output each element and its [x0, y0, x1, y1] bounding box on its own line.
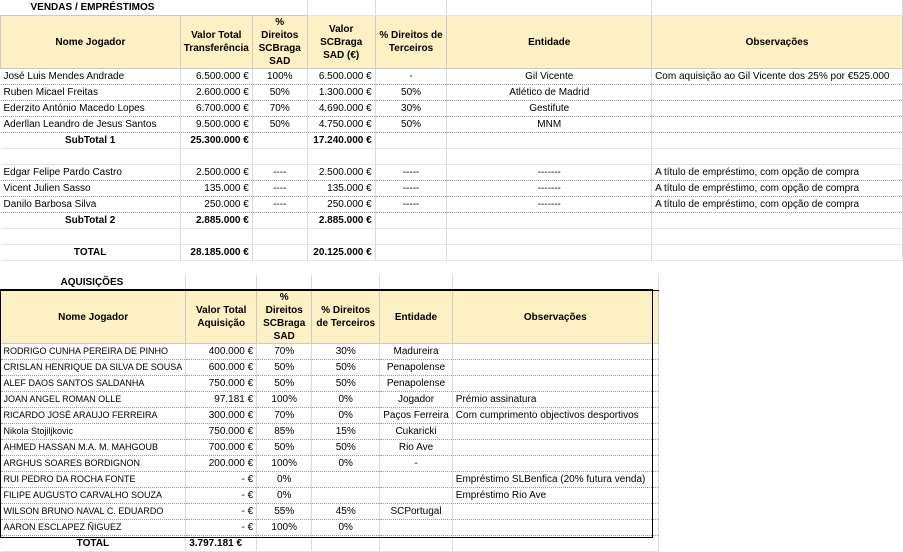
column-header: Entidade: [447, 16, 652, 69]
subtotal-1-row: [1, 133, 903, 149]
table-cell: ----: [252, 197, 307, 213]
table-cell: 2.500.000 €: [307, 165, 375, 181]
column-header: Nome Jogador: [1, 16, 181, 69]
table-row: [1, 440, 659, 456]
column-header: % Direitos SCBraga SAD: [257, 291, 312, 344]
table-row: [1, 504, 659, 520]
table-cell: 0%: [312, 456, 380, 472]
table-cell: CRISLAN HENRIQUE DA SILVA DE SOUSA: [1, 360, 186, 376]
acquisitions-section-title: AQUISIÇÕES: [1, 275, 186, 291]
table-cell: 15%: [312, 424, 380, 440]
table-cell: 2.600.000 €: [180, 85, 252, 101]
sales-table: [0, 0, 903, 261]
sales-group-1: [1, 69, 903, 133]
table-cell: Edgar Felipe Pardo Castro: [1, 165, 181, 181]
table-cell: Madureira: [380, 344, 453, 360]
table-row: [1, 117, 903, 133]
subtotal-1-total: 25.300.000 €: [180, 133, 252, 149]
table-row: [1, 424, 659, 440]
table-cell: [452, 440, 658, 456]
table-cell: Empréstimo SLBenfica (20% futura venda): [452, 472, 658, 488]
table-row: [1, 456, 659, 472]
table-cell: Ruben Micael Freitas: [1, 85, 181, 101]
table-cell: Nikola Stojiljkovic: [1, 424, 186, 440]
subtotal-1-label: SubTotal 1: [1, 133, 181, 149]
table-cell: A título de empréstimo, com opção de compra: [652, 197, 903, 213]
table-cell: 50%: [252, 117, 307, 133]
table-cell: -----: [375, 181, 447, 197]
table-cell: A título de empréstimo, com opção de compra: [652, 165, 903, 181]
table-cell: Gestifute: [447, 101, 652, 117]
table-cell: [652, 101, 903, 117]
column-header: % Direitos SCBraga SAD: [252, 16, 307, 69]
table-cell: Cukaricki: [380, 424, 453, 440]
table-cell: [452, 376, 658, 392]
table-cell: Aderllan Leandro de Jesus Santos: [1, 117, 181, 133]
table-cell: 0%: [312, 520, 380, 536]
sales-total-value: 28.185.000 €: [180, 245, 252, 261]
column-header: Nome Jogador: [1, 291, 186, 344]
table-row: [1, 376, 659, 392]
table-cell: 200.000 €: [186, 456, 257, 472]
table-cell: Danilo Barbosa Silva: [1, 197, 181, 213]
table-cell: 600.000 €: [186, 360, 257, 376]
table-cell: 6.500.000 €: [307, 69, 375, 85]
table-cell: ----: [252, 165, 307, 181]
acquisitions-header-row: [1, 291, 659, 344]
table-row: [1, 408, 659, 424]
table-cell: WILSON BRUNO NAVAL C. EDUARDO: [1, 504, 186, 520]
table-cell: 300.000 €: [186, 408, 257, 424]
table-cell: Ederzito António Macedo Lopes: [1, 101, 181, 117]
column-header: Valor SCBraga SAD (€): [307, 16, 375, 69]
table-cell: -------: [447, 181, 652, 197]
table-cell: [380, 520, 453, 536]
table-cell: 700.000 €: [186, 440, 257, 456]
table-cell: 750.000 €: [186, 424, 257, 440]
table-cell: 1.300.000 €: [307, 85, 375, 101]
sales-section-title: VENDAS / EMPRÉSTIMOS: [1, 0, 308, 16]
table-cell: 100%: [257, 392, 312, 408]
table-cell: 100%: [257, 456, 312, 472]
table-cell: 0%: [312, 392, 380, 408]
table-row: [1, 344, 659, 360]
table-cell: AHMED HASSAN M.A. M. MAHGOUB: [1, 440, 186, 456]
table-cell: RODRIGO CUNHA PEREIRA DE PINHO: [1, 344, 186, 360]
table-cell: 50%: [257, 376, 312, 392]
table-cell: 50%: [375, 85, 447, 101]
table-cell: -: [380, 456, 453, 472]
table-cell: - €: [186, 504, 257, 520]
column-header: Observações: [652, 16, 903, 69]
table-cell: Gil Vicente: [447, 69, 652, 85]
column-header: Valor Total Transferência: [180, 16, 252, 69]
table-row: [1, 69, 903, 85]
acquisitions-rows: [1, 344, 659, 536]
table-cell: 85%: [257, 424, 312, 440]
table-cell: [452, 360, 658, 376]
table-cell: 0%: [257, 488, 312, 504]
table-cell: 0%: [312, 408, 380, 424]
table-cell: RUI PEDRO DA ROCHA FONTE: [1, 472, 186, 488]
table-cell: [452, 456, 658, 472]
table-cell: 750.000 €: [186, 376, 257, 392]
table-row: [1, 472, 659, 488]
sales-header-row: [1, 16, 903, 69]
table-cell: ARGHUS SOARES BORDIGNON: [1, 456, 186, 472]
table-cell: 55%: [257, 504, 312, 520]
table-cell: -----: [375, 165, 447, 181]
table-cell: Rio Ave: [380, 440, 453, 456]
table-row: [1, 392, 659, 408]
sales-total-scbraga: 20.125.000 €: [307, 245, 375, 261]
table-cell: 0%: [257, 472, 312, 488]
acquisitions-total-row: [1, 536, 659, 552]
table-cell: -----: [375, 197, 447, 213]
table-row: [1, 488, 659, 504]
sales-total-label: TOTAL: [1, 245, 181, 261]
table-cell: A título de empréstimo, com opção de compra: [652, 181, 903, 197]
column-header: Valor Total Aquisição: [186, 291, 257, 344]
subtotal-2-label: SubTotal 2: [1, 213, 181, 229]
acquisitions-total-value: 3.797.181 €: [186, 536, 257, 552]
table-cell: 135.000 €: [180, 181, 252, 197]
table-cell: [380, 472, 453, 488]
table-cell: - €: [186, 488, 257, 504]
table-cell: 400.000 €: [186, 344, 257, 360]
table-cell: José Luis Mendes Andrade: [1, 69, 181, 85]
table-cell: 50%: [257, 440, 312, 456]
table-cell: 45%: [312, 504, 380, 520]
table-cell: 70%: [257, 408, 312, 424]
table-cell: 100%: [257, 520, 312, 536]
column-header: % Direitos de Terceiros: [375, 16, 447, 69]
table-row: [1, 165, 903, 181]
table-cell: JOAN ANGEL ROMAN OLLE: [1, 392, 186, 408]
table-cell: [312, 472, 380, 488]
table-cell: 6.700.000 €: [180, 101, 252, 117]
subtotal-2-row: [1, 213, 903, 229]
table-cell: ----: [252, 181, 307, 197]
subtotal-2-total: 2.885.000 €: [180, 213, 252, 229]
table-row: [1, 520, 659, 536]
table-cell: [452, 344, 658, 360]
table-cell: -: [375, 69, 447, 85]
table-cell: 9.500.000 €: [180, 117, 252, 133]
table-cell: 4.690.000 €: [307, 101, 375, 117]
acquisitions-total-label: TOTAL: [1, 536, 186, 552]
table-cell: 4.750.000 €: [307, 117, 375, 133]
table-cell: Vicent Julien Sasso: [1, 181, 181, 197]
subtotal-1-scbraga: 17.240.000 €: [307, 133, 375, 149]
column-header: Entidade: [380, 291, 453, 344]
table-cell: 135.000 €: [307, 181, 375, 197]
table-cell: 70%: [257, 344, 312, 360]
table-row: [1, 360, 659, 376]
table-cell: 6.500.000 €: [180, 69, 252, 85]
table-cell: 50%: [252, 85, 307, 101]
column-header: Observações: [452, 291, 658, 344]
table-cell: Jogador: [380, 392, 453, 408]
table-cell: ALEF DAOS SANTOS SALDANHA: [1, 376, 186, 392]
table-cell: 50%: [312, 360, 380, 376]
table-cell: 100%: [252, 69, 307, 85]
table-cell: 50%: [312, 440, 380, 456]
table-cell: [380, 488, 453, 504]
table-row: [1, 197, 903, 213]
table-cell: 30%: [375, 101, 447, 117]
table-cell: - €: [186, 472, 257, 488]
table-cell: - €: [186, 520, 257, 536]
table-cell: -------: [447, 197, 652, 213]
table-cell: FILIPE AUGUSTO CARVALHO SOUZA: [1, 488, 186, 504]
table-cell: Paços Ferreira: [380, 408, 453, 424]
sales-group-2: [1, 165, 903, 213]
table-cell: Penapolense: [380, 376, 453, 392]
table-cell: RICARDO JOSÉ ARAUJO FERREIRA: [1, 408, 186, 424]
table-row: [1, 181, 903, 197]
table-cell: 2.500.000 €: [180, 165, 252, 181]
sales-total-row: [1, 245, 903, 261]
table-cell: [452, 520, 658, 536]
table-cell: 250.000 €: [180, 197, 252, 213]
table-row: [1, 101, 903, 117]
column-header: % Direitos de Terceiros: [312, 291, 380, 344]
table-cell: [652, 85, 903, 101]
table-cell: Empréstimo Rio Ave: [452, 488, 658, 504]
table-cell: MNM: [447, 117, 652, 133]
table-cell: Com cumprimento objectivos desportivos: [452, 408, 658, 424]
table-cell: [652, 117, 903, 133]
table-cell: SCPortugal: [380, 504, 453, 520]
table-cell: 250.000 €: [307, 197, 375, 213]
table-cell: [452, 424, 658, 440]
subtotal-2-scbraga: 2.885.000 €: [307, 213, 375, 229]
table-cell: [312, 488, 380, 504]
table-cell: AARON ESCLAPEZ ÑIGUEZ: [1, 520, 186, 536]
table-cell: [452, 504, 658, 520]
table-cell: Atlético de Madrid: [447, 85, 652, 101]
table-cell: 50%: [375, 117, 447, 133]
table-cell: Prémio assinatura: [452, 392, 658, 408]
table-cell: 50%: [312, 376, 380, 392]
table-row: [1, 85, 903, 101]
table-cell: 97.181 €: [186, 392, 257, 408]
table-cell: Penapolense: [380, 360, 453, 376]
table-cell: 50%: [257, 360, 312, 376]
acquisitions-table: [0, 275, 659, 552]
table-cell: Com aquisição ao Gil Vicente dos 25% por €525.000: [652, 69, 903, 85]
table-cell: 70%: [252, 101, 307, 117]
table-cell: 30%: [312, 344, 380, 360]
table-cell: -------: [447, 165, 652, 181]
